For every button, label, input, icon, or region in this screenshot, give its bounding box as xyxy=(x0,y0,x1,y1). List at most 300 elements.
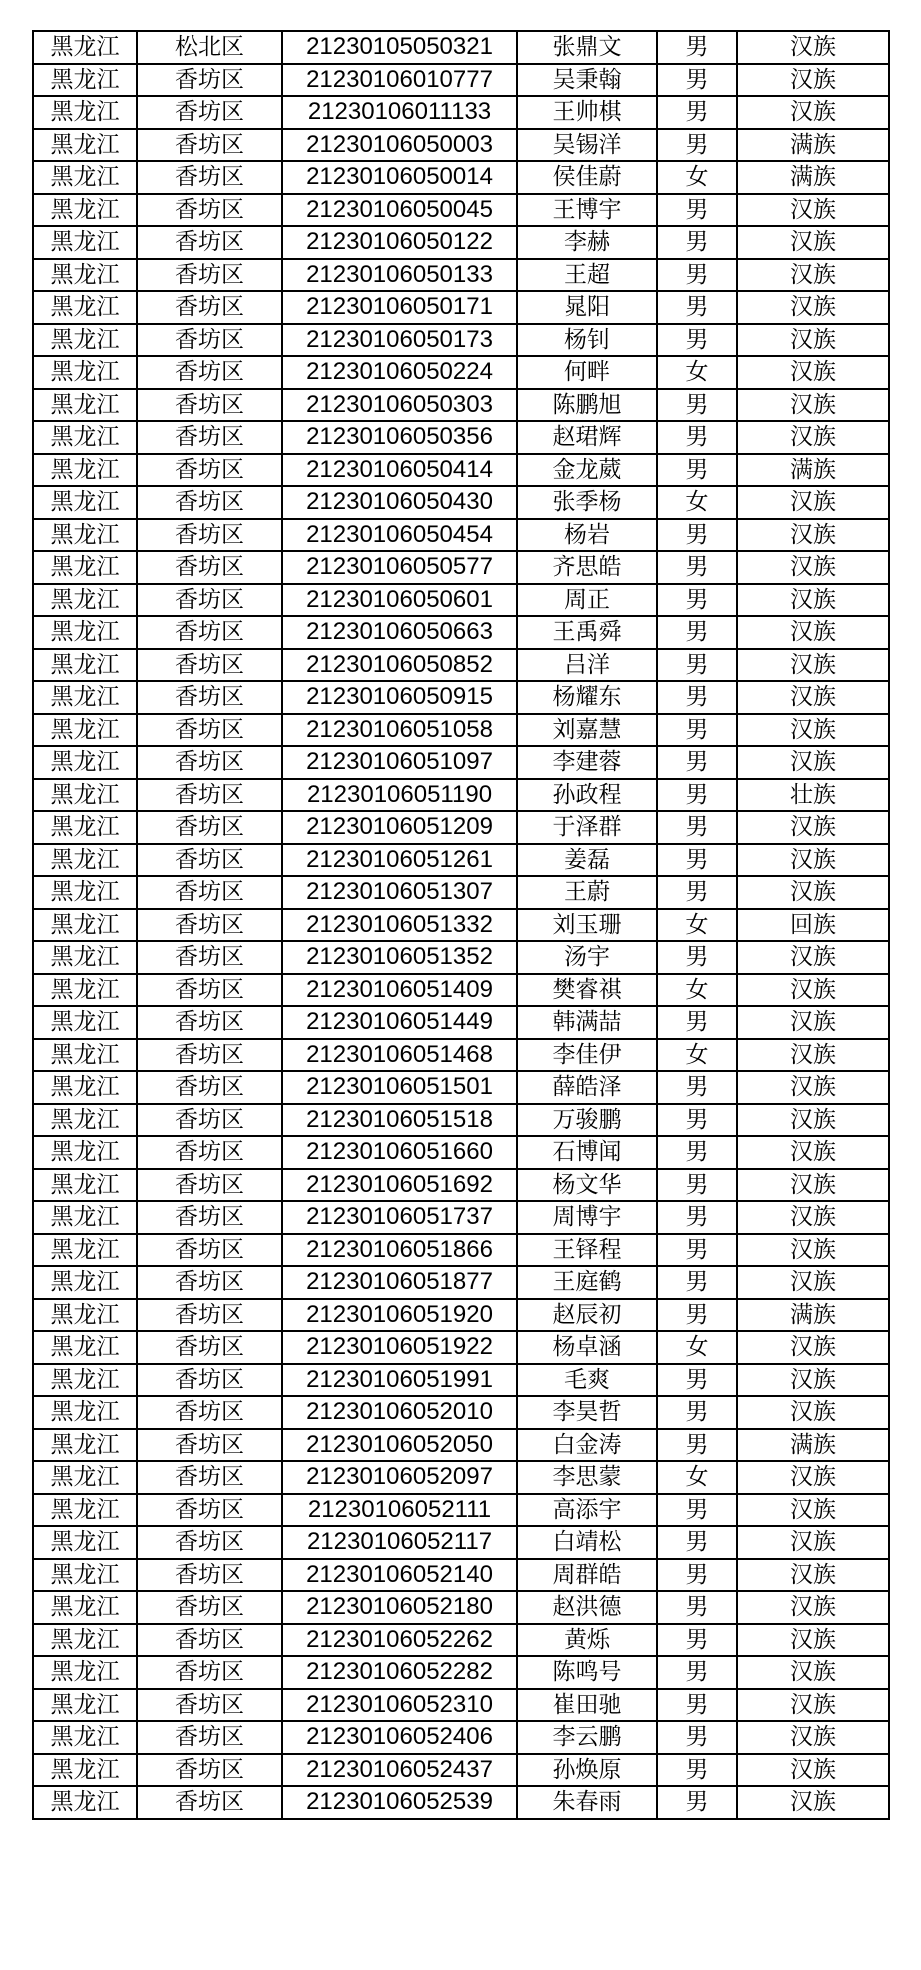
district-cell: 香坊区 xyxy=(137,1364,282,1397)
province-cell: 黑龙江 xyxy=(33,1299,137,1332)
name-cell: 齐思皓 xyxy=(517,551,657,584)
name-cell: 杨岩 xyxy=(517,519,657,552)
roster-table xyxy=(32,30,890,1820)
gender-cell: 男 xyxy=(657,1689,737,1722)
province-cell: 黑龙江 xyxy=(33,356,137,389)
ethnicity-cell: 汉族 xyxy=(737,486,889,519)
district-cell: 香坊区 xyxy=(137,259,282,292)
exam-number-cell: 21230106051307 xyxy=(282,876,517,909)
table-row xyxy=(33,714,889,747)
table-row xyxy=(33,616,889,649)
district-cell: 香坊区 xyxy=(137,324,282,357)
district-cell: 香坊区 xyxy=(137,649,282,682)
district-cell: 香坊区 xyxy=(137,811,282,844)
province-cell: 黑龙江 xyxy=(33,291,137,324)
ethnicity-cell: 汉族 xyxy=(737,96,889,129)
district-cell: 香坊区 xyxy=(137,941,282,974)
district-cell: 香坊区 xyxy=(137,1689,282,1722)
table-row xyxy=(33,31,889,64)
gender-cell: 女 xyxy=(657,1039,737,1072)
table-row xyxy=(33,909,889,942)
name-cell: 吴锡洋 xyxy=(517,129,657,162)
exam-number-cell: 21230106052262 xyxy=(282,1624,517,1657)
table-row xyxy=(33,161,889,194)
province-cell: 黑龙江 xyxy=(33,1364,137,1397)
province-cell: 黑龙江 xyxy=(33,941,137,974)
name-cell: 黄烁 xyxy=(517,1624,657,1657)
ethnicity-cell: 汉族 xyxy=(737,356,889,389)
gender-cell: 男 xyxy=(657,1786,737,1819)
roster-table-body xyxy=(33,31,889,1819)
province-cell: 黑龙江 xyxy=(33,1266,137,1299)
table-row xyxy=(33,1266,889,1299)
district-cell: 香坊区 xyxy=(137,616,282,649)
ethnicity-cell: 汉族 xyxy=(737,746,889,779)
district-cell: 香坊区 xyxy=(137,1136,282,1169)
gender-cell: 男 xyxy=(657,551,737,584)
ethnicity-cell: 汉族 xyxy=(737,1169,889,1202)
district-cell: 香坊区 xyxy=(137,1624,282,1657)
gender-cell: 男 xyxy=(657,1299,737,1332)
exam-number-cell: 21230106051058 xyxy=(282,714,517,747)
gender-cell: 男 xyxy=(657,96,737,129)
ethnicity-cell: 汉族 xyxy=(737,1689,889,1722)
province-cell: 黑龙江 xyxy=(33,486,137,519)
province-cell: 黑龙江 xyxy=(33,96,137,129)
exam-number-cell: 21230106011133 xyxy=(282,96,517,129)
table-row xyxy=(33,1396,889,1429)
name-cell: 李昊哲 xyxy=(517,1396,657,1429)
exam-number-cell: 21230106051920 xyxy=(282,1299,517,1332)
table-row xyxy=(33,1786,889,1819)
gender-cell: 男 xyxy=(657,844,737,877)
gender-cell: 男 xyxy=(657,714,737,747)
province-cell: 黑龙江 xyxy=(33,616,137,649)
ethnicity-cell: 汉族 xyxy=(737,1266,889,1299)
exam-number-cell: 21230106050014 xyxy=(282,161,517,194)
name-cell: 李思蒙 xyxy=(517,1461,657,1494)
district-cell: 香坊区 xyxy=(137,681,282,714)
table-row xyxy=(33,941,889,974)
name-cell: 张季杨 xyxy=(517,486,657,519)
ethnicity-cell: 汉族 xyxy=(737,291,889,324)
name-cell: 周群皓 xyxy=(517,1559,657,1592)
ethnicity-cell: 汉族 xyxy=(737,974,889,1007)
ethnicity-cell: 汉族 xyxy=(737,194,889,227)
exam-number-cell: 21230106010777 xyxy=(282,64,517,97)
table-row xyxy=(33,811,889,844)
ethnicity-cell: 汉族 xyxy=(737,616,889,649)
ethnicity-cell: 汉族 xyxy=(737,1754,889,1787)
name-cell: 赵辰初 xyxy=(517,1299,657,1332)
district-cell: 香坊区 xyxy=(137,64,282,97)
exam-number-cell: 21230106052282 xyxy=(282,1656,517,1689)
table-row xyxy=(33,454,889,487)
exam-number-cell: 21230106051449 xyxy=(282,1006,517,1039)
name-cell: 石博闻 xyxy=(517,1136,657,1169)
ethnicity-cell: 汉族 xyxy=(737,519,889,552)
name-cell: 刘嘉慧 xyxy=(517,714,657,747)
district-cell: 香坊区 xyxy=(137,1559,282,1592)
province-cell: 黑龙江 xyxy=(33,1006,137,1039)
ethnicity-cell: 汉族 xyxy=(737,64,889,97)
gender-cell: 女 xyxy=(657,974,737,1007)
table-row xyxy=(33,1461,889,1494)
district-cell: 香坊区 xyxy=(137,194,282,227)
province-cell: 黑龙江 xyxy=(33,1461,137,1494)
province-cell: 黑龙江 xyxy=(33,1071,137,1104)
district-cell: 香坊区 xyxy=(137,551,282,584)
table-row xyxy=(33,1006,889,1039)
table-row xyxy=(33,779,889,812)
district-cell: 香坊区 xyxy=(137,1429,282,1462)
exam-number-cell: 21230106052117 xyxy=(282,1526,517,1559)
name-cell: 孙政程 xyxy=(517,779,657,812)
gender-cell: 男 xyxy=(657,616,737,649)
name-cell: 周正 xyxy=(517,584,657,617)
province-cell: 黑龙江 xyxy=(33,1559,137,1592)
gender-cell: 女 xyxy=(657,909,737,942)
table-row xyxy=(33,1721,889,1754)
district-cell: 香坊区 xyxy=(137,584,282,617)
district-cell: 香坊区 xyxy=(137,1299,282,1332)
province-cell: 黑龙江 xyxy=(33,681,137,714)
name-cell: 高添宇 xyxy=(517,1494,657,1527)
gender-cell: 男 xyxy=(657,1364,737,1397)
gender-cell: 男 xyxy=(657,811,737,844)
exam-number-cell: 21230106052180 xyxy=(282,1591,517,1624)
exam-number-cell: 21230106051409 xyxy=(282,974,517,1007)
ethnicity-cell: 汉族 xyxy=(737,714,889,747)
name-cell: 杨耀东 xyxy=(517,681,657,714)
table-row xyxy=(33,746,889,779)
province-cell: 黑龙江 xyxy=(33,1234,137,1267)
ethnicity-cell: 汉族 xyxy=(737,584,889,617)
gender-cell: 男 xyxy=(657,1169,737,1202)
province-cell: 黑龙江 xyxy=(33,746,137,779)
province-cell: 黑龙江 xyxy=(33,1591,137,1624)
province-cell: 黑龙江 xyxy=(33,551,137,584)
district-cell: 香坊区 xyxy=(137,1071,282,1104)
name-cell: 白靖松 xyxy=(517,1526,657,1559)
ethnicity-cell: 汉族 xyxy=(737,649,889,682)
province-cell: 黑龙江 xyxy=(33,454,137,487)
name-cell: 何畔 xyxy=(517,356,657,389)
ethnicity-cell: 汉族 xyxy=(737,1006,889,1039)
gender-cell: 男 xyxy=(657,64,737,97)
district-cell: 香坊区 xyxy=(137,1006,282,1039)
name-cell: 杨钊 xyxy=(517,324,657,357)
table-row xyxy=(33,551,889,584)
gender-cell: 男 xyxy=(657,519,737,552)
province-cell: 黑龙江 xyxy=(33,876,137,909)
province-cell: 黑龙江 xyxy=(33,1656,137,1689)
name-cell: 李赫 xyxy=(517,226,657,259)
table-row xyxy=(33,1331,889,1364)
name-cell: 赵洪德 xyxy=(517,1591,657,1624)
district-cell: 香坊区 xyxy=(137,974,282,1007)
district-cell: 香坊区 xyxy=(137,226,282,259)
province-cell: 黑龙江 xyxy=(33,1104,137,1137)
name-cell: 李云鹏 xyxy=(517,1721,657,1754)
province-cell: 黑龙江 xyxy=(33,649,137,682)
gender-cell: 男 xyxy=(657,389,737,422)
table-row xyxy=(33,1169,889,1202)
province-cell: 黑龙江 xyxy=(33,389,137,422)
table-row xyxy=(33,876,889,909)
ethnicity-cell: 汉族 xyxy=(737,1721,889,1754)
ethnicity-cell: 汉族 xyxy=(737,1039,889,1072)
ethnicity-cell: 汉族 xyxy=(737,1591,889,1624)
table-row xyxy=(33,1039,889,1072)
exam-number-cell: 21230106052010 xyxy=(282,1396,517,1429)
name-cell: 张鼎文 xyxy=(517,31,657,64)
name-cell: 王超 xyxy=(517,259,657,292)
ethnicity-cell: 汉族 xyxy=(737,1331,889,1364)
name-cell: 孙焕原 xyxy=(517,1754,657,1787)
gender-cell: 男 xyxy=(657,1721,737,1754)
province-cell: 黑龙江 xyxy=(33,714,137,747)
exam-number-cell: 21230106052310 xyxy=(282,1689,517,1722)
exam-number-cell: 21230106050430 xyxy=(282,486,517,519)
ethnicity-cell: 汉族 xyxy=(737,1624,889,1657)
gender-cell: 男 xyxy=(657,1234,737,1267)
exam-number-cell: 21230106052050 xyxy=(282,1429,517,1462)
name-cell: 王禹舜 xyxy=(517,616,657,649)
exam-number-cell: 21230106050173 xyxy=(282,324,517,357)
exam-number-cell: 21230106050601 xyxy=(282,584,517,617)
ethnicity-cell: 汉族 xyxy=(737,1526,889,1559)
province-cell: 黑龙江 xyxy=(33,1039,137,1072)
province-cell: 黑龙江 xyxy=(33,194,137,227)
district-cell: 香坊区 xyxy=(137,844,282,877)
exam-number-cell: 21230106050003 xyxy=(282,129,517,162)
ethnicity-cell: 汉族 xyxy=(737,941,889,974)
gender-cell: 男 xyxy=(657,226,737,259)
exam-number-cell: 21230106050122 xyxy=(282,226,517,259)
gender-cell: 女 xyxy=(657,486,737,519)
exam-number-cell: 21230106051692 xyxy=(282,1169,517,1202)
ethnicity-cell: 汉族 xyxy=(737,1786,889,1819)
district-cell: 香坊区 xyxy=(137,779,282,812)
province-cell: 黑龙江 xyxy=(33,259,137,292)
ethnicity-cell: 壮族 xyxy=(737,779,889,812)
exam-number-cell: 21230106051922 xyxy=(282,1331,517,1364)
district-cell: 香坊区 xyxy=(137,746,282,779)
ethnicity-cell: 汉族 xyxy=(737,421,889,454)
gender-cell: 男 xyxy=(657,1526,737,1559)
gender-cell: 男 xyxy=(657,649,737,682)
province-cell: 黑龙江 xyxy=(33,129,137,162)
district-cell: 香坊区 xyxy=(137,1234,282,1267)
name-cell: 万骏鹏 xyxy=(517,1104,657,1137)
exam-number-cell: 21230106052111 xyxy=(282,1494,517,1527)
province-cell: 黑龙江 xyxy=(33,1624,137,1657)
district-cell: 香坊区 xyxy=(137,1331,282,1364)
name-cell: 陈鸣号 xyxy=(517,1656,657,1689)
ethnicity-cell: 汉族 xyxy=(737,226,889,259)
gender-cell: 男 xyxy=(657,324,737,357)
exam-number-cell: 21230106051352 xyxy=(282,941,517,974)
ethnicity-cell: 汉族 xyxy=(737,1494,889,1527)
district-cell: 香坊区 xyxy=(137,1526,282,1559)
ethnicity-cell: 汉族 xyxy=(737,1201,889,1234)
gender-cell: 男 xyxy=(657,1201,737,1234)
province-cell: 黑龙江 xyxy=(33,421,137,454)
gender-cell: 男 xyxy=(657,1136,737,1169)
table-row xyxy=(33,649,889,682)
table-row xyxy=(33,1201,889,1234)
name-cell: 薛皓泽 xyxy=(517,1071,657,1104)
gender-cell: 女 xyxy=(657,1331,737,1364)
name-cell: 李建蓉 xyxy=(517,746,657,779)
exam-number-cell: 21230106051991 xyxy=(282,1364,517,1397)
gender-cell: 男 xyxy=(657,1266,737,1299)
province-cell: 黑龙江 xyxy=(33,519,137,552)
ethnicity-cell: 汉族 xyxy=(737,1104,889,1137)
table-row xyxy=(33,844,889,877)
table-row xyxy=(33,1591,889,1624)
gender-cell: 男 xyxy=(657,259,737,292)
name-cell: 李佳伊 xyxy=(517,1039,657,1072)
table-row xyxy=(33,1494,889,1527)
province-cell: 黑龙江 xyxy=(33,1429,137,1462)
table-row xyxy=(33,1754,889,1787)
name-cell: 樊睿祺 xyxy=(517,974,657,1007)
district-cell: 香坊区 xyxy=(137,454,282,487)
gender-cell: 男 xyxy=(657,1396,737,1429)
table-row xyxy=(33,1299,889,1332)
province-cell: 黑龙江 xyxy=(33,324,137,357)
name-cell: 王蔚 xyxy=(517,876,657,909)
district-cell: 香坊区 xyxy=(137,1656,282,1689)
name-cell: 杨文华 xyxy=(517,1169,657,1202)
gender-cell: 男 xyxy=(657,1656,737,1689)
table-row xyxy=(33,1136,889,1169)
province-cell: 黑龙江 xyxy=(33,64,137,97)
ethnicity-cell: 汉族 xyxy=(737,681,889,714)
table-row xyxy=(33,974,889,1007)
district-cell: 香坊区 xyxy=(137,1591,282,1624)
ethnicity-cell: 汉族 xyxy=(737,551,889,584)
ethnicity-cell: 汉族 xyxy=(737,1364,889,1397)
gender-cell: 女 xyxy=(657,1461,737,1494)
exam-number-cell: 21230106050915 xyxy=(282,681,517,714)
table-row xyxy=(33,1234,889,1267)
exam-number-cell: 21230106051737 xyxy=(282,1201,517,1234)
province-cell: 黑龙江 xyxy=(33,1754,137,1787)
province-cell: 黑龙江 xyxy=(33,844,137,877)
name-cell: 晁阳 xyxy=(517,291,657,324)
province-cell: 黑龙江 xyxy=(33,1786,137,1819)
name-cell: 汤宇 xyxy=(517,941,657,974)
exam-number-cell: 21230106051501 xyxy=(282,1071,517,1104)
table-row xyxy=(33,519,889,552)
name-cell: 杨卓涵 xyxy=(517,1331,657,1364)
gender-cell: 男 xyxy=(657,746,737,779)
table-row xyxy=(33,96,889,129)
name-cell: 白金涛 xyxy=(517,1429,657,1462)
exam-number-cell: 21230106050454 xyxy=(282,519,517,552)
gender-cell: 男 xyxy=(657,941,737,974)
name-cell: 刘玉珊 xyxy=(517,909,657,942)
district-cell: 松北区 xyxy=(137,31,282,64)
ethnicity-cell: 汉族 xyxy=(737,31,889,64)
table-row xyxy=(33,584,889,617)
gender-cell: 男 xyxy=(657,876,737,909)
ethnicity-cell: 汉族 xyxy=(737,1656,889,1689)
district-cell: 香坊区 xyxy=(137,389,282,422)
exam-number-cell: 21230106052539 xyxy=(282,1786,517,1819)
province-cell: 黑龙江 xyxy=(33,909,137,942)
table-row xyxy=(33,1429,889,1462)
district-cell: 香坊区 xyxy=(137,356,282,389)
table-row xyxy=(33,324,889,357)
district-cell: 香坊区 xyxy=(137,1039,282,1072)
ethnicity-cell: 汉族 xyxy=(737,1559,889,1592)
exam-number-cell: 21230106051468 xyxy=(282,1039,517,1072)
province-cell: 黑龙江 xyxy=(33,1136,137,1169)
province-cell: 黑龙江 xyxy=(33,31,137,64)
table-row xyxy=(33,389,889,422)
exam-number-cell: 21230106052097 xyxy=(282,1461,517,1494)
province-cell: 黑龙江 xyxy=(33,811,137,844)
name-cell: 姜磊 xyxy=(517,844,657,877)
province-cell: 黑龙江 xyxy=(33,1331,137,1364)
exam-number-cell: 21230106052437 xyxy=(282,1754,517,1787)
gender-cell: 男 xyxy=(657,584,737,617)
exam-number-cell: 21230106052140 xyxy=(282,1559,517,1592)
table-row xyxy=(33,226,889,259)
name-cell: 毛爽 xyxy=(517,1364,657,1397)
name-cell: 韩满喆 xyxy=(517,1006,657,1039)
ethnicity-cell: 汉族 xyxy=(737,1136,889,1169)
province-cell: 黑龙江 xyxy=(33,1689,137,1722)
gender-cell: 男 xyxy=(657,291,737,324)
district-cell: 香坊区 xyxy=(137,291,282,324)
exam-number-cell: 21230106051518 xyxy=(282,1104,517,1137)
table-row xyxy=(33,1071,889,1104)
district-cell: 香坊区 xyxy=(137,421,282,454)
gender-cell: 男 xyxy=(657,1071,737,1104)
province-cell: 黑龙江 xyxy=(33,779,137,812)
name-cell: 吕洋 xyxy=(517,649,657,682)
district-cell: 香坊区 xyxy=(137,876,282,909)
exam-number-cell: 21230106051097 xyxy=(282,746,517,779)
name-cell: 赵珺辉 xyxy=(517,421,657,454)
gender-cell: 男 xyxy=(657,31,737,64)
district-cell: 香坊区 xyxy=(137,1266,282,1299)
table-row xyxy=(33,64,889,97)
gender-cell: 男 xyxy=(657,1006,737,1039)
ethnicity-cell: 汉族 xyxy=(737,324,889,357)
ethnicity-cell: 汉族 xyxy=(737,876,889,909)
name-cell: 崔田驰 xyxy=(517,1689,657,1722)
name-cell: 金龙葳 xyxy=(517,454,657,487)
table-row xyxy=(33,421,889,454)
ethnicity-cell: 满族 xyxy=(737,161,889,194)
district-cell: 香坊区 xyxy=(137,909,282,942)
district-cell: 香坊区 xyxy=(137,1396,282,1429)
gender-cell: 男 xyxy=(657,1624,737,1657)
table-row xyxy=(33,291,889,324)
ethnicity-cell: 汉族 xyxy=(737,1234,889,1267)
gender-cell: 男 xyxy=(657,1104,737,1137)
province-cell: 黑龙江 xyxy=(33,1169,137,1202)
exam-number-cell: 21230105050321 xyxy=(282,31,517,64)
province-cell: 黑龙江 xyxy=(33,226,137,259)
exam-number-cell: 21230106050852 xyxy=(282,649,517,682)
